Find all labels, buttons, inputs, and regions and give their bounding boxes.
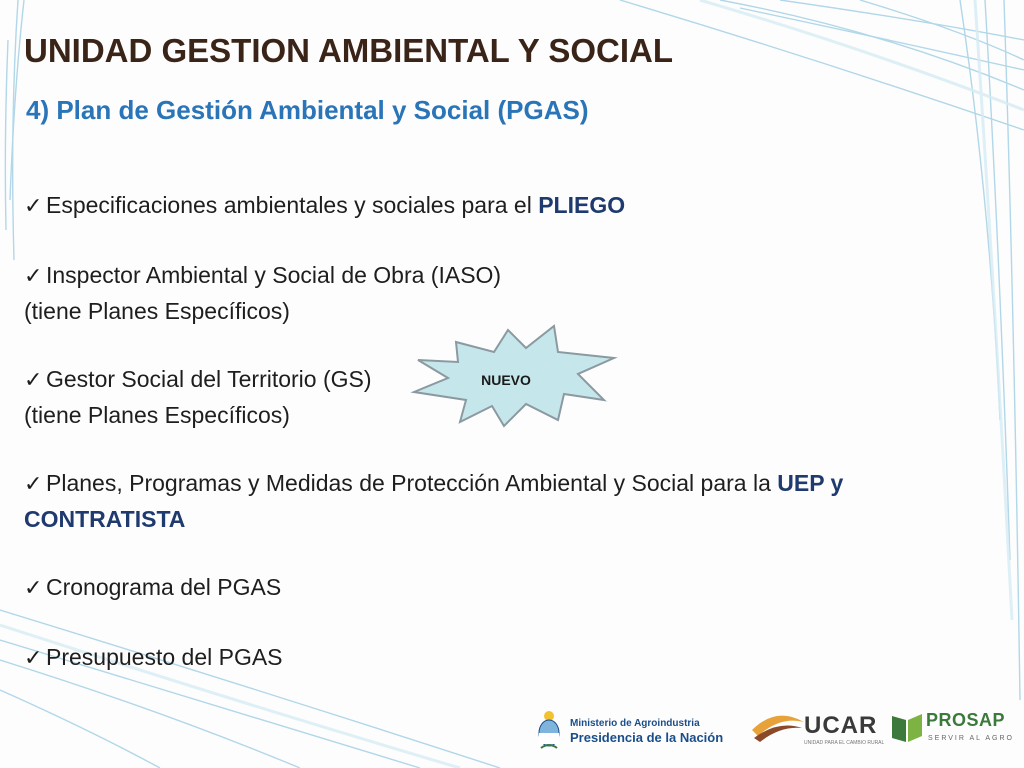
nuevo-badge-label: NUEVO [481,372,531,388]
checkmark-icon: ✓ [24,646,43,671]
bullet-text: Especificaciones ambientales y sociales para el [46,192,539,218]
bullet-text: Presupuesto del PGAS [46,644,283,670]
bullet-text: Planes, Programas y Medidas de Protección Ambiental y Social para la [46,470,778,496]
bullet-item-presupuesto [24,640,954,676]
bullet-item-iaso [24,258,954,328]
ucar-logo [750,706,885,756]
ucar-name: UCAR [804,712,878,739]
ucar-swoosh-icon [750,710,806,744]
bullet-emphasis: PLIEGO [538,192,626,218]
bullet-text: Cronograma del PGAS [46,574,282,600]
ministerio-line1: Ministerio de Agroindustria [570,718,700,729]
bullet-item-pliego [24,188,954,224]
prosap-leaf-icon [892,710,922,742]
prosap-logo [892,706,1022,756]
bullet-item-cronograma [24,570,954,606]
national-coat-of-arms-icon [536,708,562,750]
slide-title: UNIDAD GESTION AMBIENTAL Y SOCIAL [24,32,674,69]
bullet-note: (tiene Planes Específicos) [24,298,290,324]
bullet-text: Inspector Ambiental y Social de Obra (IASO) [46,262,502,288]
checkmark-icon: ✓ [24,472,43,497]
prosap-name: PROSAP [926,710,1006,730]
bullet-item-planes-programas [24,466,954,536]
bullet-note: (tiene Planes Específicos) [24,402,290,428]
slide-subtitle: 4) Plan de Gestión Ambiental y Social (PGAS) [26,95,589,125]
footer-logos [530,700,1024,760]
checkmark-icon: ✓ [24,576,43,601]
prosap-tagline: SERVIR AL AGRO [928,735,1014,742]
bullet-text: Gestor Social del Territorio (GS) [46,366,372,392]
bullet-emphasis: UEP y CONTRATISTA [24,470,844,532]
checkmark-icon: ✓ [24,194,43,219]
ministerio-line2: Presidencia de la Nación [570,730,724,745]
checkmark-icon: ✓ [24,368,43,393]
ministerio-logo [536,708,736,754]
checkmark-icon: ✓ [24,264,43,289]
bullet-list [24,188,954,710]
ucar-tagline: UNIDAD PARA EL CAMBIO RURAL [804,740,885,746]
